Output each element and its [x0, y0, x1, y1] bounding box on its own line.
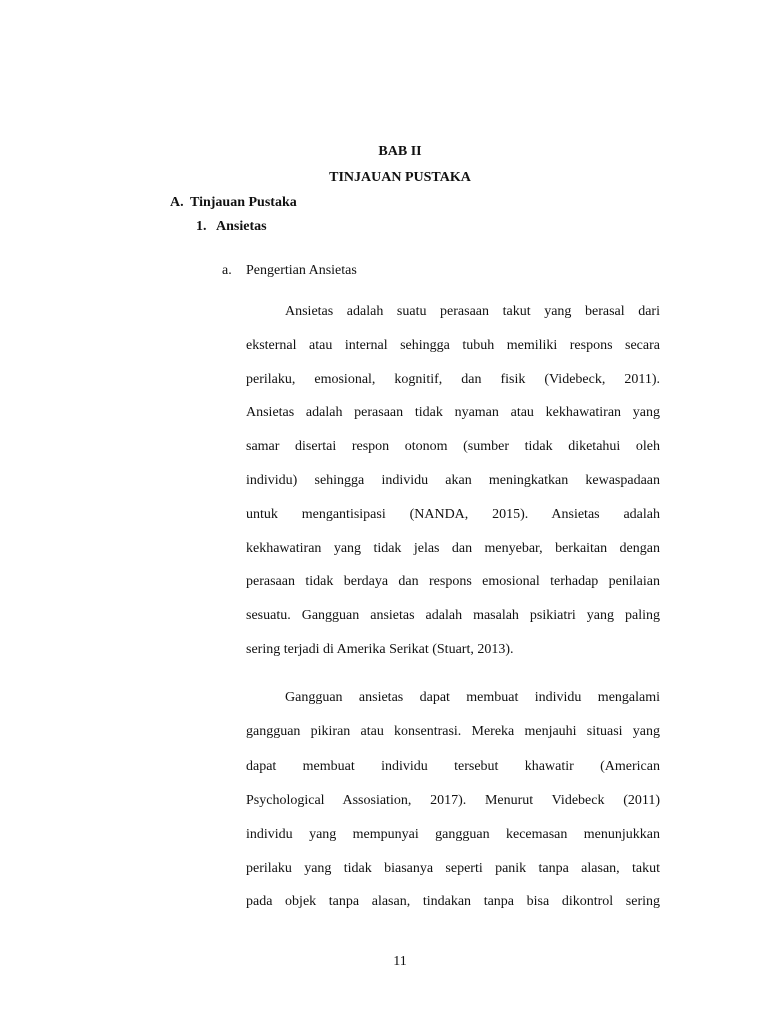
paragraph-line: untuk mengantisipasi (NANDA, 2015). Ansietas adalah: [246, 507, 660, 522]
subsection-title: Ansietas: [216, 219, 267, 234]
paragraph-line: individu yang mempunyai gangguan kecemasan menunjukkan: [246, 827, 660, 842]
paragraph-line: sesuatu. Gangguan ansietas adalah masalah psikiatri yang paling: [246, 608, 660, 623]
section-number: A.: [170, 195, 184, 210]
paragraph-line: gangguan pikiran atau konsentrasi. Mereka menjauhi situasi yang: [246, 724, 660, 739]
paragraph-line: samar disertai respon otonom (sumber tidak diketahui oleh: [246, 439, 660, 454]
subsubsection-number: a.: [222, 263, 232, 278]
paragraph-line: perilaku, emosional, kognitif, dan fisik (Videbeck, 2011).: [246, 372, 660, 387]
page-number: 11: [393, 954, 407, 969]
paragraph-line: individu) sehingga individu akan meningkatkan kewaspadaan: [246, 473, 660, 488]
subsubsection-title: Pengertian Ansietas: [246, 263, 357, 278]
paragraph-line: perilaku yang tidak biasanya seperti panik tanpa alasan, takut: [246, 861, 660, 876]
subsection-heading: [196, 219, 267, 235]
paragraph-line: Psychological Assosiation, 2017). Menurut Videbeck (2011): [246, 793, 660, 808]
paragraph-line: Gangguan ansietas dapat membuat individu mengalami: [285, 690, 660, 705]
paragraph-line: perasaan tidak berdaya dan respons emosional terhadap penilaian: [246, 574, 660, 589]
paragraph-line: sering terjadi di Amerika Serikat (Stuart, 2013).: [246, 642, 514, 657]
paragraph-line: dapat membuat individu tersebut khawatir (American: [246, 759, 660, 774]
chapter-label: BAB II: [378, 144, 422, 159]
paragraph-line: Ansietas adalah suatu perasaan takut yang berasal dari: [285, 304, 660, 319]
subsubsection-heading: [222, 263, 357, 279]
paragraph-line: eksternal atau internal sehingga tubuh memiliki respons secara: [246, 338, 660, 353]
paragraph-line: Ansietas adalah perasaan tidak nyaman atau kekhawatiran yang: [246, 405, 660, 420]
section-title: Tinjauan Pustaka: [190, 195, 297, 210]
chapter-title: TINJAUAN PUSTAKA: [329, 170, 471, 185]
section-heading: [170, 195, 297, 211]
paragraph-line: pada objek tanpa alasan, tindakan tanpa bisa dikontrol sering: [246, 894, 660, 909]
subsection-number: 1.: [196, 219, 207, 234]
paragraph-line: kekhawatiran yang tidak jelas dan menyebar, berkaitan dengan: [246, 541, 660, 556]
